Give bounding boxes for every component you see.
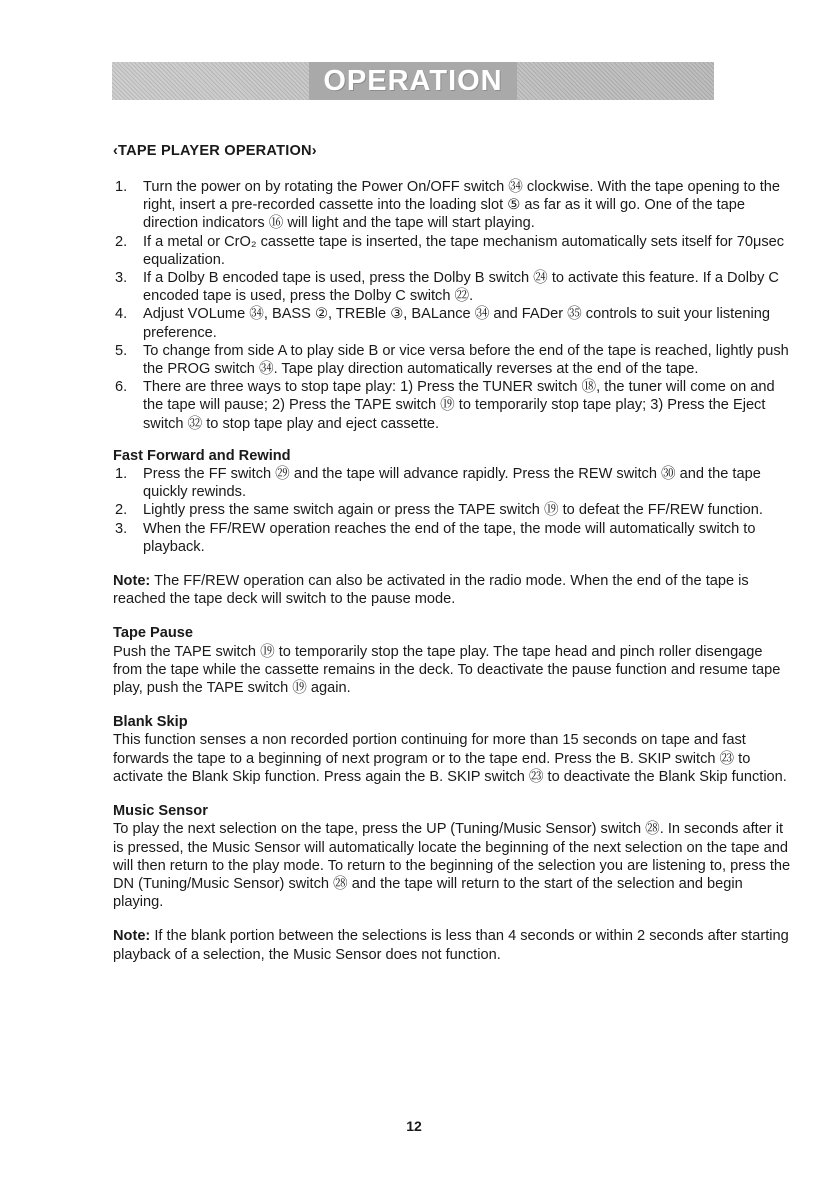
list-item: 4. Adjust VOLume ㉞, BASS ②, TREBle ③, BALance ㉞ and FADer ㉟ controls to suit your listening preference. — [115, 306, 770, 341]
music-heading: Music Sensor — [113, 803, 208, 820]
list-item: 3. When the FF/REW operation reaches the end of the tape, the mode will automatically switch to playback. — [115, 520, 756, 555]
list-item: 3. If a Dolby B encoded tape is used, press the Dolby B switch ㉔ to activate this feature. If a Dolby C encoded tape is used, press the Dolby C switch ㉒. — [115, 270, 779, 305]
list-item: 1. Press the FF switch ㉙ and the tape will advance rapidly. Press the REW switch ㉚ and the tape quickly rewinds. — [115, 466, 761, 501]
ff-steps-list — [113, 465, 793, 556]
section-title: ‹TAPE PLAYER OPERATION› — [113, 143, 317, 159]
music-text: To play the next selection on the tape, press the UP (Tuning/Music Sensor) switch ㉘. In seconds after it is pressed, the Music Sensor will automatically locate the beginning of the next selection on the tape and will then return to the play mode. To return to the beginning of the selection you are listening to, press the DN (Tuning/Music Sensor) switch ㉘ and the tape will return to the start of the selection and begin playing. — [113, 821, 791, 911]
note-music — [113, 927, 793, 963]
note-label: Note: — [113, 573, 151, 590]
list-item: 6. There are three ways to stop tape play: 1) Press the TUNER switch ⑱, the tuner will come on and the tape will pause; 2) Press the TAPE switch ⑲ to temporarily stop tape play; 3) Press the Eject switch ㉜ to stop tape play and eject cassette. — [115, 379, 775, 432]
banner-title: OPERATION — [309, 62, 516, 100]
note-text: If the blank portion between the selections is less than 4 seconds or within 2 seconds after starting playback of a selection, the Music Sensor does not function. — [113, 928, 789, 963]
note-ff — [113, 572, 793, 608]
note-label: Note: — [113, 928, 151, 945]
skip-heading: Blank Skip — [113, 714, 188, 731]
list-item: 1. Turn the power on by rotating the Power On/OFF switch ㉞ clockwise. With the tape opening to the right, insert a pre-recorded cassette into the loading slot ⑤ as far as it will go. One of the tape direction indicators ⑯ will light and the tape will start playing. — [115, 179, 781, 232]
ff-heading: Fast Forward and Rewind — [113, 447, 291, 464]
skip-text: This function senses a non recorded portion continuing for more than 15 seconds on tape and fast forwards the tape to a beginning of next program or to the tape end. Press the B. SKIP switch ㉓ to activate the Blank Skip function. Press again the B. SKIP switch ㉓ to deactivate the Blank Skip function. — [113, 732, 787, 785]
list-item: 2. Lightly press the same switch again or press the TAPE switch ⑲ to defeat the FF/REW function. — [115, 502, 763, 519]
operation-banner — [112, 62, 714, 100]
note-text: The FF/REW operation can also be activated in the radio mode. When the end of the tape is reached the tape deck will switch to the pause mode. — [113, 573, 749, 608]
list-item: 5. To change from side A to play side B or vice versa before the end of the tape is reached, lightly push the PROG switch ㉞. Tape play direction automatically reverses at the end of the tape. — [115, 342, 789, 378]
page-content — [113, 178, 793, 964]
list-item: 2. If a metal or CrO₂ cassette tape is inserted, the tape mechanism automatically sets itself for 70μsec equalization. — [115, 233, 785, 268]
pause-text: Push the TAPE switch ⑲ to temporarily stop the tape play. The tape head and pinch roller disengage from the tape while the cassette remains in the deck. To deactivate the pause function and resume tape play, push the TAPE switch ⑲ again. — [113, 643, 781, 697]
tape-steps-list — [113, 178, 793, 433]
pause-heading: Tape Pause — [113, 625, 194, 642]
page-number: 12 — [406, 1118, 422, 1134]
